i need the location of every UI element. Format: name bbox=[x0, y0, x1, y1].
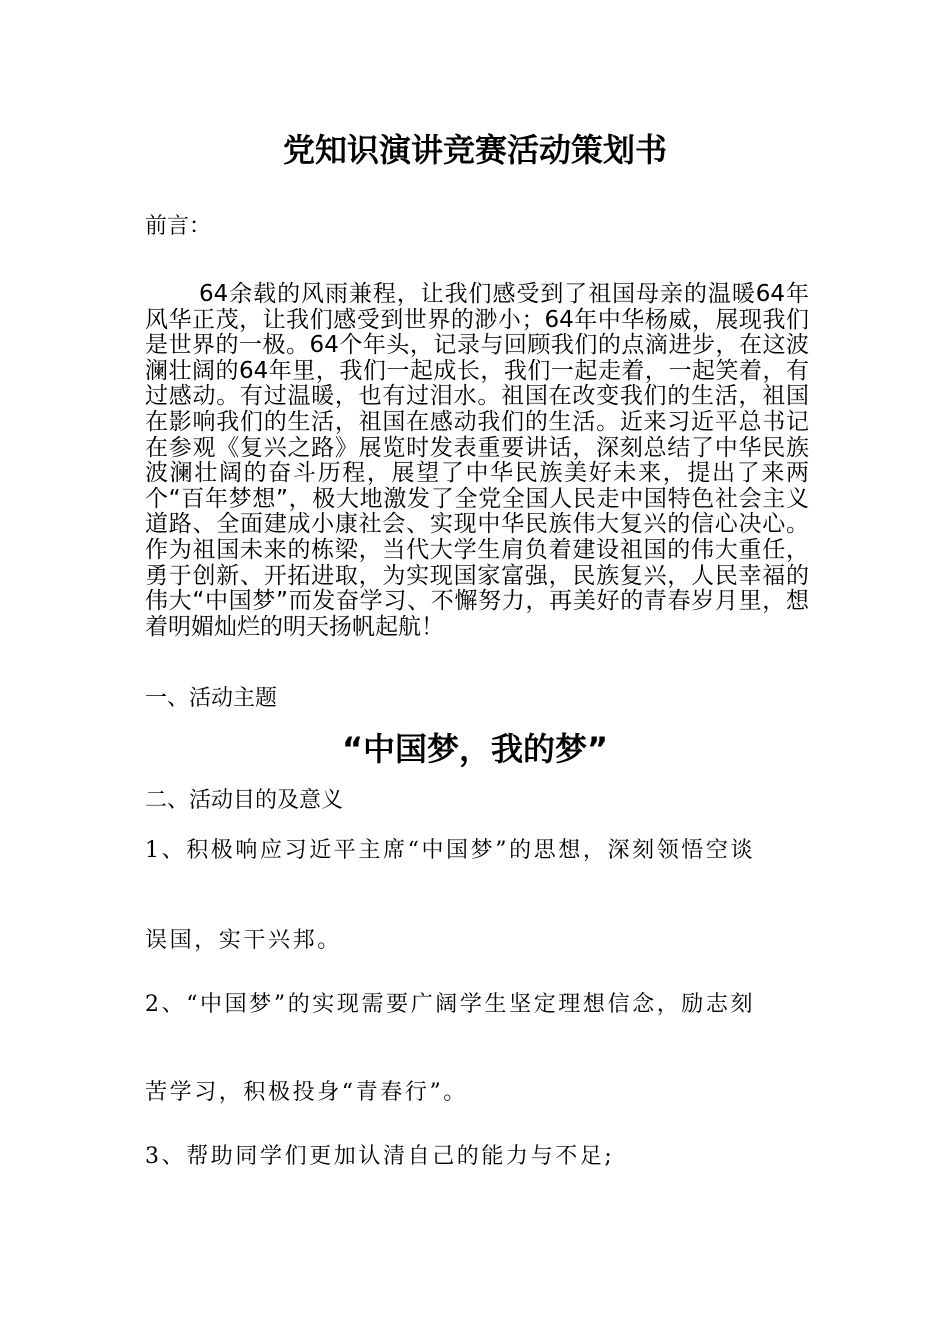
section-heading-theme: 一、活动主题 bbox=[145, 686, 278, 711]
purpose-item-2-line-2: 苦学习，积极投身“青春行”。 bbox=[145, 1080, 468, 1105]
purpose-item-1-line-1: 1、积极响应习近平主席“中国梦”的思想，深刻领悟空谈 bbox=[145, 838, 756, 863]
purpose-item-2-line-1: 2、“中国梦”的实现需要广阔学生坚定理想信念，励志刻 bbox=[145, 992, 756, 1017]
purpose-item-3-line-1: 3、帮助同学们更加认清自己的能力与不足; bbox=[145, 1144, 615, 1169]
activity-theme: “中国梦，我的梦” bbox=[341, 730, 609, 768]
section-heading-purpose: 二、活动目的及意义 bbox=[145, 788, 344, 813]
intro-paragraph: 64余载的风雨兼程，让我们感受到了祖国母亲的温暖64年风华正茂，让我们感受到世界的渺小；64年中华杨威，展现我们是世界的一极。64个年头，记录与回顾我们的点滴进步，在这波澜壮阔的64年里，我们一起成长，我们一起走着，一起笑着，有过感动。有过温暖，也有过泪水。祖国在改变我们的生活，祖国在影响我们的生活，祖国在感动我们的生活。近来习近平总书记在参观《复兴之路》展览时发表重要讲话，深刻总结了中华民族波澜壮阔的奋斗历程，展望了中华民族美好未来，提出了来两个“百年梦想”，极大地激发了全党全国人民走中国特色社会主义道路、全面建成小康社会、实现中华民族伟大复兴的信心决心。作为祖国未来的栋梁，当代大学生肩负着建设祖国的伟大重任，勇于创新、开拓进取，为实现国家富强，民族复兴，人民幸福的伟大“中国梦”而发奋学习、不懈努力，再美好的青春岁月里，想着明媚灿烂的明天扬帆起航！ bbox=[145, 281, 809, 640]
document-title: 党知识演讲竞赛活动策划书 bbox=[282, 131, 667, 169]
preface-label: 前言： bbox=[145, 214, 212, 239]
purpose-item-1-line-2: 误国，实干兴邦。 bbox=[145, 928, 342, 953]
